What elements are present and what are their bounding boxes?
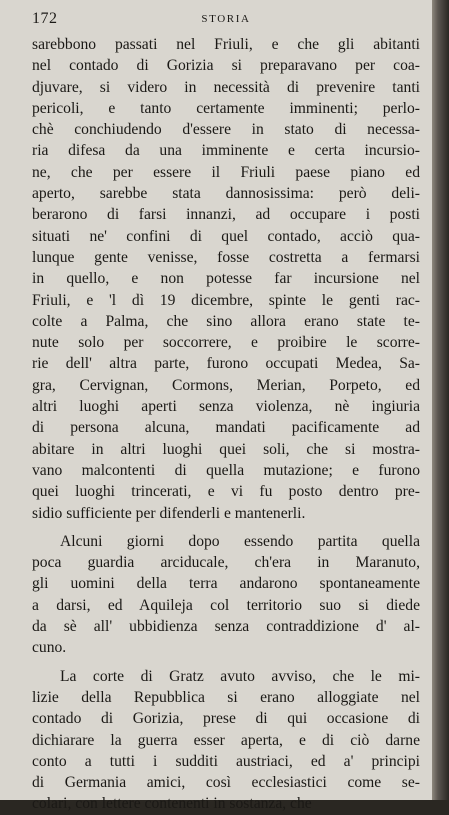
text-line: a darsi, ed Aquileja col territorio suo si diede [32,596,420,614]
text-line: abitare in altri luoghi quei soli, che si mostra- [32,440,420,458]
text-line: di persona alcuna, mandati pacificamente ad [32,419,420,437]
text-line: ria difesa da una imminente e certa incursio- [32,142,420,160]
paragraph-gap [32,524,420,531]
text-line: dichiarare la guerra esser aperta, e di ciò darne [32,731,420,749]
text-line: berarono di farsi innanzi, ad occupare i posti [32,206,420,224]
paragraph [32,666,420,815]
text-line: nel contado di Gorizia si preparavano per coa- [32,57,420,75]
text-line: cuno. [32,639,67,657]
text-line: djuvare, si videro in necessità di prevenire tanti [32,78,420,96]
text-line: rie dell' altra parte, furono occupati Medea, Sa- [32,355,420,373]
text-line: in quello, e non potesse far incursione nel [32,270,420,288]
text-line: situati ne' confini di quel contado, acciò qua- [32,227,420,245]
text-line: lizie della Repubblica si erano alloggiate nel [32,688,420,706]
running-head: STORIA [201,13,251,25]
text-line: colari, con lettere contenenti in sostanza, che [32,795,312,813]
text-line: lunque gente venisse, fosse costretta a fermarsi [32,248,420,266]
text-line: contado di Gorizia, prese di qui occasione di [32,710,420,728]
text-line: chè conchiudendo d'essere in stato di necessa- [32,121,420,139]
text-line: ne, che per essere il Friuli paese piano ed [32,163,420,181]
paragraph-gap [32,659,420,666]
text-line: gra, Cervignan, Cormons, Merian, Porpeto, ed [32,376,420,394]
page-edge-shadow [432,0,449,800]
text-line: sidio sufficiente per difenderli e mantenerli. [32,504,306,522]
text-line: Alcuni giorni dopo essendo partita quella [60,532,420,550]
text-line: di Germania amici, così ecclesiastici come se- [32,774,420,792]
text-line: gli uomini della terra andarono spontaneamente [32,575,420,593]
text-line: quei luoghi trincerati, e vi fu posto dentro pre- [32,483,420,501]
text-line: Friuli, e 'l dì 19 dicembre, spinte le genti rac- [32,291,420,309]
text-line: altri luoghi aperti senza violenza, nè ingiuria [32,398,420,416]
text-line: da sè all' ubbidienza senza contraddizione d' al- [32,618,420,636]
page-header [32,10,420,30]
text-line: aperto, sarebbe stata dannosissima: però deli- [32,185,420,203]
text-line: poca guardia arciducale, ch'era in Maranuto, [32,554,420,572]
text-line: La corte di Gratz avuto avviso, che le mi- [60,667,420,685]
text-line: conto a tutti i sudditi austriaci, ed a' principi [32,752,420,770]
text-line: nute solo per soccorrere, e proibire le scorre- [32,334,420,352]
paragraph [32,34,420,524]
text-line: sarebbono passati nel Friuli, e che gli abitanti [32,36,420,53]
paragraph [32,531,420,659]
text-line: vano malcontenti di quella mutazione; e furono [32,461,420,479]
body-text [32,34,420,815]
text-line: pericoli, e tanto certamente imminenti; perlo- [32,99,420,117]
page-number: 172 [32,10,58,27]
text-line: colte a Palma, che sino allora erano state te- [32,312,420,330]
